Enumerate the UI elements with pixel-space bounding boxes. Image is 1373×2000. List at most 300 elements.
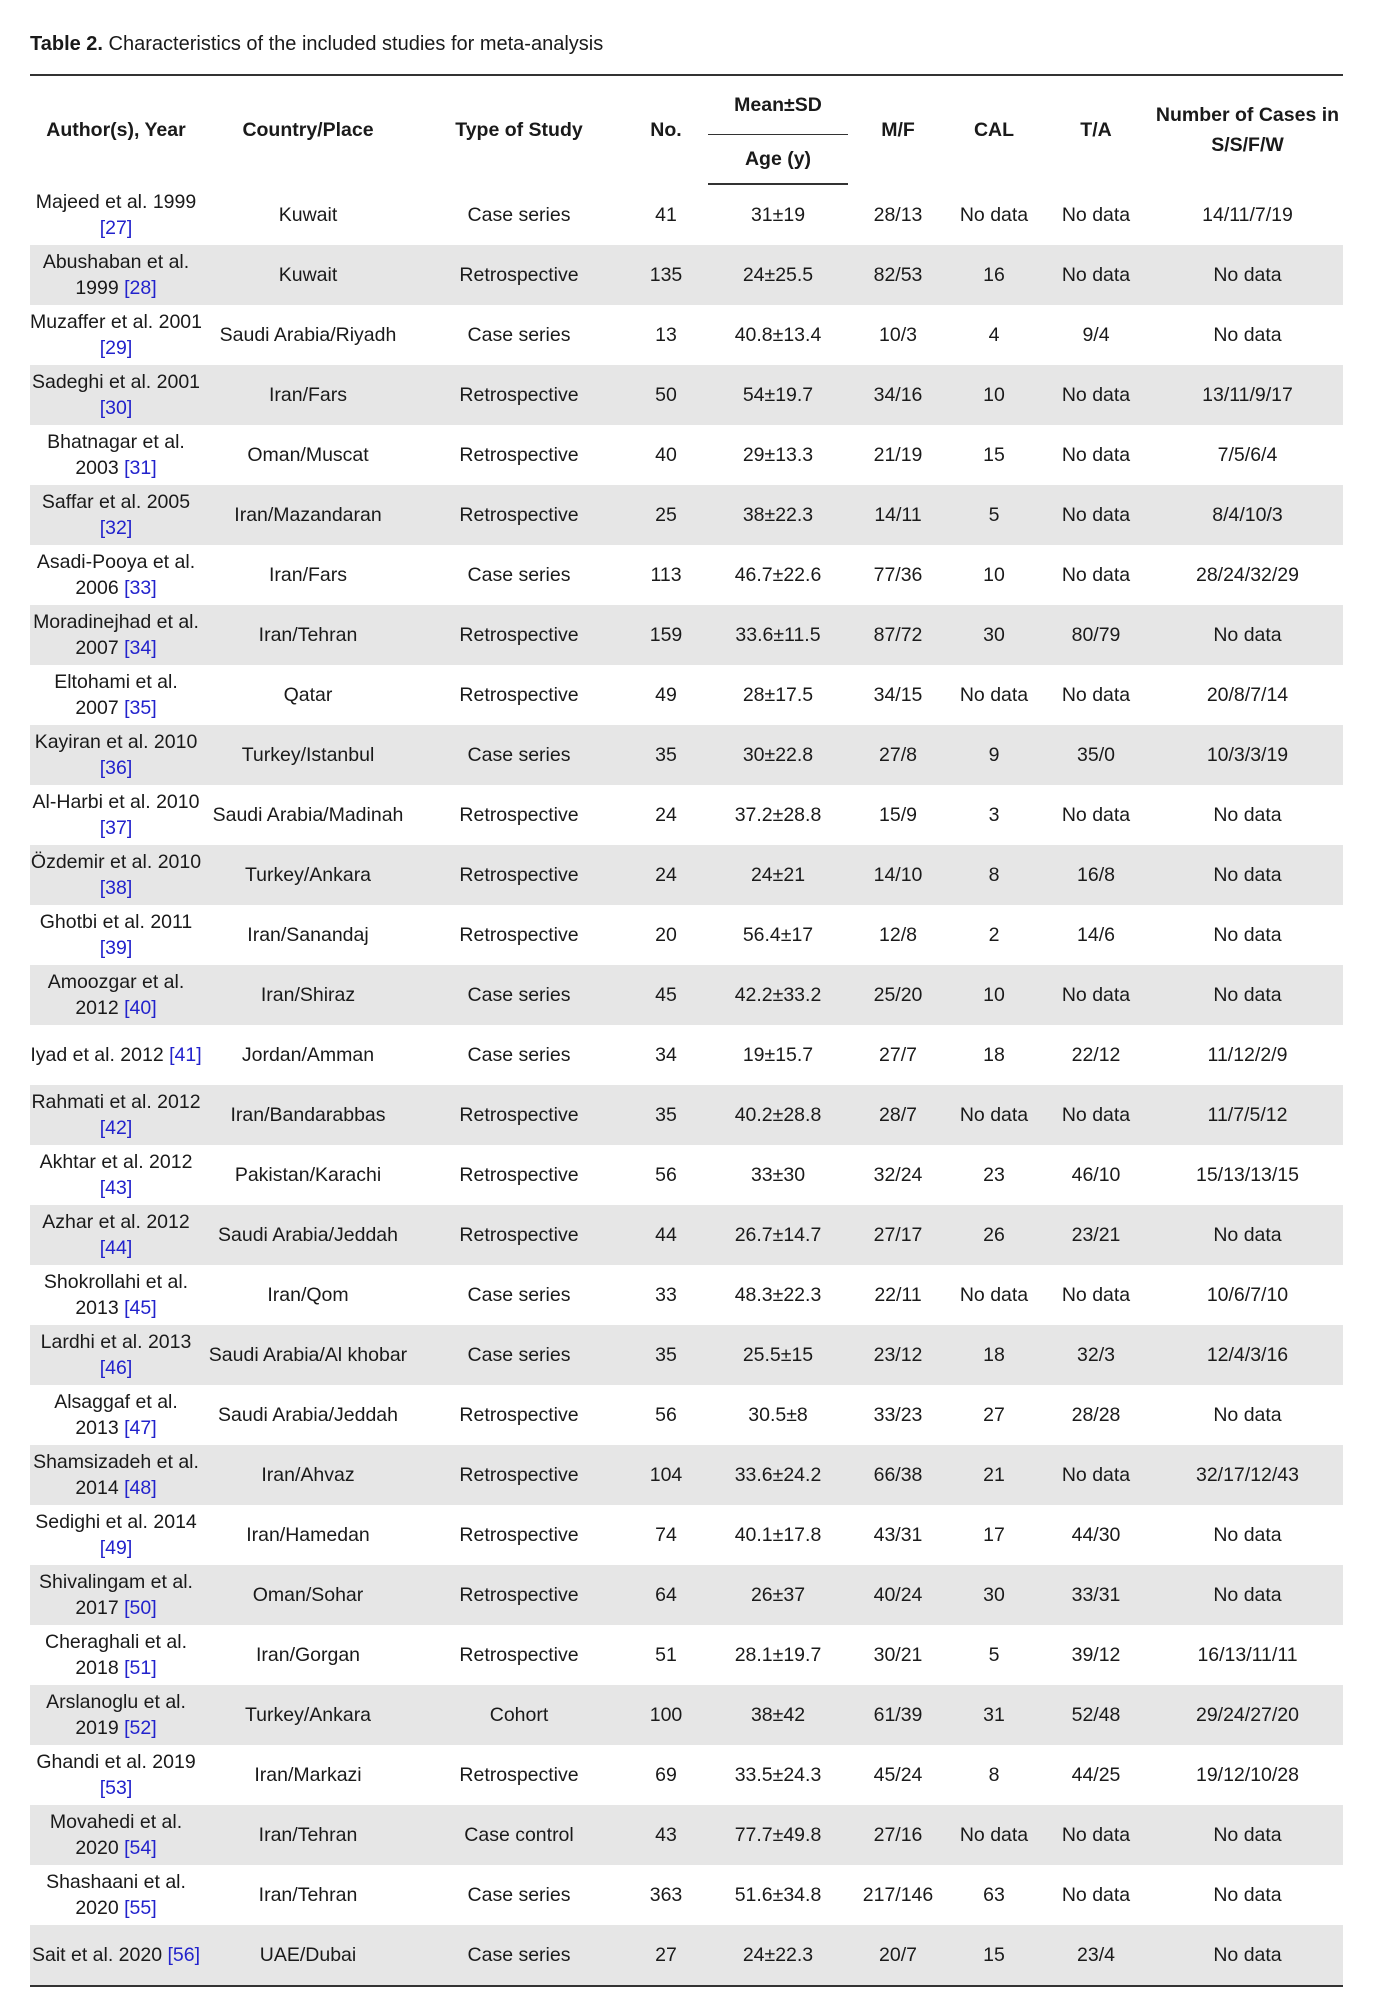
- reference-link[interactable]: [35]: [124, 697, 157, 719]
- cell-age: 26±37: [708, 1565, 848, 1625]
- cell-cal: 10: [983, 564, 1005, 586]
- author-text: Bhatnagar et al. 2003: [47, 431, 185, 479]
- cell-cases: No data: [1152, 245, 1343, 305]
- cell-no: 56: [655, 1404, 677, 1426]
- cell-age: 46.7±22.6: [734, 564, 822, 586]
- header-ta: T/A: [1040, 75, 1152, 184]
- cell-cal: 26: [948, 1205, 1040, 1265]
- cell-age: 25.5±15: [708, 1325, 848, 1385]
- cell-type: Retrospective: [414, 485, 624, 545]
- reference-link[interactable]: [55]: [124, 1897, 157, 1919]
- cell-no: 44: [624, 1205, 708, 1265]
- cell-no: 41: [655, 203, 677, 226]
- cell-cal: No data: [959, 1284, 1029, 1306]
- caption-label: Table 2.: [30, 33, 103, 55]
- cell-age: 19±15.7: [742, 1044, 814, 1066]
- cell-type: Case series: [467, 203, 571, 226]
- cell-type: Case series: [467, 324, 571, 346]
- cell-cases: 29/24/27/20: [1152, 1685, 1343, 1745]
- cell-mf: 10/3: [879, 324, 917, 346]
- reference-link[interactable]: [53]: [99, 1777, 133, 1799]
- cell-no: 13: [655, 324, 677, 346]
- cell-mf: 32/24: [873, 1164, 923, 1186]
- cell-cases: 16/13/11/11: [1197, 1644, 1298, 1666]
- header-no: No.: [624, 75, 708, 184]
- reference-link[interactable]: [44]: [99, 1237, 133, 1259]
- reference-link[interactable]: [47]: [124, 1417, 157, 1439]
- cell-type: Case series: [414, 965, 624, 1025]
- header-country: Country/Place: [202, 75, 414, 184]
- cell-author: [30, 1145, 202, 1205]
- header-age: Age (y): [708, 135, 848, 185]
- cell-ta: 44/25: [1071, 1764, 1121, 1786]
- author-text: Arslanoglu et al. 2019: [46, 1691, 186, 1739]
- cell-mf: 14/10: [848, 845, 948, 905]
- table-row: [30, 1205, 1343, 1265]
- cell-ta: No data: [1061, 684, 1131, 706]
- cell-no: 159: [624, 605, 708, 665]
- cell-cases: No data: [1152, 1805, 1343, 1865]
- cell-ta: 14/6: [1077, 924, 1115, 946]
- table-row: [30, 305, 1343, 365]
- cell-no: 35: [624, 1085, 708, 1145]
- cell-no: 135: [624, 245, 708, 305]
- cell-cases: No data: [1213, 924, 1282, 946]
- cell-age: 38±42: [708, 1685, 848, 1745]
- reference-link[interactable]: [52]: [124, 1717, 157, 1739]
- cell-cases: 14/11/7/19: [1202, 203, 1293, 226]
- cell-country: Saudi Arabia/Riyadh: [219, 324, 397, 346]
- reference-link[interactable]: [39]: [99, 937, 133, 959]
- cell-age: 37.2±28.8: [734, 804, 822, 826]
- cell-ta: No data: [1061, 804, 1131, 826]
- reference-link[interactable]: [48]: [124, 1477, 157, 1499]
- reference-link[interactable]: [45]: [124, 1297, 157, 1319]
- cell-cases: 7/5/6/4: [1217, 444, 1278, 466]
- cell-no: 64: [624, 1565, 708, 1625]
- reference-link[interactable]: [33]: [124, 577, 157, 599]
- cell-age: 26.7±14.7: [708, 1205, 848, 1265]
- cell-country: Turkey/Istanbul: [202, 725, 414, 785]
- cell-country: Iran/Hamedan: [246, 1524, 370, 1546]
- cell-country: Qatar: [283, 684, 333, 706]
- cell-country: Iran/Sanandaj: [247, 924, 369, 946]
- cell-cases: No data: [1213, 324, 1282, 346]
- author-text: Muzaffer et al. 2001: [30, 311, 202, 333]
- cell-type: Retrospective: [414, 845, 624, 905]
- author-text: Abushaban et al. 1999: [42, 251, 190, 299]
- reference-link[interactable]: [46]: [99, 1357, 133, 1379]
- cell-cases: 12/4/3/16: [1152, 1325, 1343, 1385]
- cell-country: Oman/Muscat: [247, 444, 369, 466]
- cell-country: Kuwait: [202, 245, 414, 305]
- cell-type: Retrospective: [459, 924, 579, 946]
- cell-cases: 11/12/2/9: [1207, 1044, 1288, 1066]
- table-row: [30, 1745, 1343, 1805]
- cell-age: 40.1±17.8: [734, 1524, 822, 1546]
- cell-mf: 61/39: [848, 1685, 948, 1745]
- reference-link[interactable]: [40]: [124, 997, 157, 1019]
- cell-type: Retrospective: [414, 245, 624, 305]
- cell-no: 27: [624, 1925, 708, 1986]
- cell-cal: 10: [948, 365, 1040, 425]
- cell-country: Oman/Sohar: [202, 1565, 414, 1625]
- cell-age: 33.6±11.5: [708, 605, 848, 665]
- reference-link[interactable]: [56]: [167, 1944, 201, 1966]
- cell-country: Kuwait: [278, 203, 338, 226]
- author-text: Iyad et al. 2012: [30, 1044, 164, 1066]
- cell-author: [30, 1565, 202, 1625]
- author-text: Sait et al. 2020: [31, 1944, 163, 1966]
- cell-cal: 9: [948, 725, 1040, 785]
- header-cases: Number of Cases in S/S/F/W: [1152, 75, 1343, 184]
- cell-cases: 10/3/3/19: [1152, 725, 1343, 785]
- cell-author: [30, 1445, 202, 1505]
- cell-author: [30, 1625, 202, 1685]
- cell-cal: 8: [948, 845, 1040, 905]
- cell-ta: 23/4: [1040, 1925, 1152, 1986]
- studies-table: [30, 74, 1343, 1987]
- cell-cases: No data: [1152, 1925, 1343, 1986]
- cell-mf: 27/8: [848, 725, 948, 785]
- cell-country: Jordan/Amman: [241, 1044, 375, 1066]
- cell-mf: 23/12: [848, 1325, 948, 1385]
- cell-age: 30.5±8: [748, 1404, 808, 1426]
- cell-country: Iran/Qom: [267, 1284, 349, 1306]
- author-text: Alsaggaf et al. 2013: [54, 1391, 178, 1439]
- header-mf: M/F: [848, 75, 948, 184]
- author-text: Shokrollahi et al. 2013: [43, 1271, 189, 1319]
- cell-no: 40: [655, 444, 677, 466]
- cell-cal: No data: [948, 1805, 1040, 1865]
- cell-cal: 63: [983, 1884, 1005, 1906]
- reference-link[interactable]: [30]: [99, 397, 133, 419]
- table-row: [30, 1325, 1343, 1385]
- reference-link[interactable]: [54]: [124, 1837, 157, 1859]
- author-text: Cheraghali et al. 2018: [44, 1631, 187, 1679]
- author-text: Akhtar et al. 2012: [39, 1151, 193, 1173]
- cell-cases: 10/6/7/10: [1206, 1284, 1289, 1306]
- cell-mf: 28/7: [848, 1085, 948, 1145]
- cell-cal: 16: [948, 245, 1040, 305]
- cell-cases: No data: [1152, 845, 1343, 905]
- cell-ta: No data: [1061, 1284, 1131, 1306]
- cell-no: 50: [624, 365, 708, 425]
- table-row: [30, 905, 1343, 965]
- cell-type: Retrospective: [459, 1644, 579, 1666]
- cell-author: [30, 1745, 202, 1805]
- cell-mf: 40/24: [848, 1565, 948, 1625]
- reference-link[interactable]: [27]: [99, 216, 133, 239]
- cell-no: 25: [624, 485, 708, 545]
- cell-cal: 30: [948, 1565, 1040, 1625]
- cell-type: Retrospective: [414, 1445, 624, 1505]
- cell-mf: 77/36: [873, 564, 923, 586]
- table-row: [30, 1265, 1343, 1325]
- cell-age: 24±21: [708, 845, 848, 905]
- cell-age: 24±22.3: [708, 1925, 848, 1986]
- caption-text: Characteristics of the included studies for meta-analysis: [103, 33, 604, 55]
- reference-link[interactable]: [32]: [99, 517, 133, 539]
- cell-mf: 34/16: [848, 365, 948, 425]
- cell-no: 51: [655, 1644, 677, 1666]
- author-text: Amoozgar et al. 2012: [47, 971, 185, 1019]
- cell-cal: 30: [948, 605, 1040, 665]
- cell-no: 363: [649, 1884, 683, 1906]
- cell-type: Retrospective: [459, 804, 579, 826]
- reference-link[interactable]: [38]: [99, 877, 133, 899]
- cell-no: 33: [655, 1284, 677, 1306]
- cell-age: 33.6±24.2: [708, 1445, 848, 1505]
- cell-age: 48.3±22.3: [734, 1284, 822, 1306]
- cell-mf: 27/7: [879, 1044, 917, 1066]
- cell-cases: 28/24/32/29: [1195, 564, 1299, 586]
- reference-link[interactable]: [43]: [99, 1177, 133, 1199]
- cell-ta: 32/3: [1040, 1325, 1152, 1385]
- cell-age: 31±19: [750, 204, 806, 226]
- cell-author: [30, 545, 202, 605]
- cell-author: [30, 245, 202, 305]
- cell-cal: No data: [948, 1085, 1040, 1145]
- cell-no: 56: [655, 1164, 677, 1186]
- table-row: [30, 1865, 1343, 1925]
- cell-ta: 9/4: [1082, 324, 1110, 346]
- cell-cal: 10: [948, 965, 1040, 1025]
- cell-type: Retrospective: [459, 444, 579, 466]
- table-row: [30, 1085, 1343, 1145]
- cell-country: UAE/Dubai: [202, 1925, 414, 1986]
- reference-link[interactable]: [42]: [99, 1117, 133, 1139]
- cell-country: Iran/Gorgan: [255, 1644, 361, 1666]
- table-body: [30, 184, 1343, 1986]
- cell-age: 28±17.5: [742, 684, 814, 706]
- cell-mf: 21/19: [873, 444, 923, 466]
- author-text: Saffar et al. 2005: [41, 491, 191, 513]
- cell-ta: 23/21: [1040, 1205, 1152, 1265]
- cell-country: Iran/Tehran: [258, 1884, 358, 1906]
- cell-country: Turkey/Ankara: [202, 1685, 414, 1745]
- author-text: Rahmati et al. 2012: [31, 1091, 201, 1113]
- cell-cal: 18: [983, 1044, 1005, 1066]
- cell-ta: 80/79: [1040, 605, 1152, 665]
- cell-type: Case series: [414, 1325, 624, 1385]
- cell-no: 20: [655, 924, 677, 946]
- cell-author: [30, 785, 202, 845]
- cell-cases: No data: [1213, 1524, 1282, 1546]
- cell-author: [30, 184, 202, 245]
- reference-link[interactable]: [34]: [124, 637, 157, 659]
- cell-age: 54±19.7: [708, 365, 848, 425]
- cell-no: 35: [624, 1325, 708, 1385]
- cell-ta: No data: [1061, 564, 1131, 586]
- cell-mf: 27/16: [848, 1805, 948, 1865]
- author-text: Eltohami et al. 2007: [54, 671, 178, 719]
- cell-cal: 31: [948, 1685, 1040, 1745]
- cell-ta: 39/12: [1071, 1644, 1121, 1666]
- table-row: [30, 1385, 1343, 1445]
- cell-cases: No data: [1213, 1404, 1282, 1426]
- cell-cases: No data: [1152, 965, 1343, 1025]
- cell-no: 49: [655, 684, 677, 706]
- cell-mf: 20/7: [848, 1925, 948, 1986]
- cell-cal: 18: [948, 1325, 1040, 1385]
- cell-author: [30, 965, 202, 1025]
- cell-mf: 28/13: [873, 203, 923, 226]
- cell-ta: 16/8: [1040, 845, 1152, 905]
- table-row: [30, 485, 1343, 545]
- table-row: [30, 545, 1343, 605]
- cell-type: Cohort: [414, 1685, 624, 1745]
- cell-no: 100: [624, 1685, 708, 1745]
- cell-author: [30, 845, 202, 905]
- table-row: [30, 665, 1343, 725]
- cell-mf: 30/21: [873, 1644, 923, 1666]
- cell-cases: 8/4/10/3: [1152, 485, 1343, 545]
- cell-mf: 15/9: [879, 804, 917, 826]
- cell-age: 40.2±28.8: [708, 1085, 848, 1145]
- cell-mf: 66/38: [848, 1445, 948, 1505]
- cell-type: Retrospective: [414, 605, 624, 665]
- table-row: [30, 245, 1343, 305]
- cell-mf: 217/146: [862, 1884, 934, 1906]
- cell-cal: 3: [988, 804, 1000, 826]
- cell-type: Retrospective: [459, 684, 579, 706]
- cell-type: Retrospective: [459, 1524, 579, 1546]
- table-row: [30, 425, 1343, 485]
- cell-ta: 52/48: [1040, 1685, 1152, 1745]
- author-text: Movahedi et al. 2020: [49, 1811, 183, 1859]
- cell-mf: 87/72: [848, 605, 948, 665]
- cell-ta: 22/12: [1071, 1044, 1121, 1066]
- cell-country: Iran/Mazandaran: [202, 485, 414, 545]
- table-row: [30, 785, 1343, 845]
- cell-country: Iran/Bandarabbas: [202, 1085, 414, 1145]
- author-text: Asadi-Pooya et al. 2006: [36, 551, 196, 599]
- reference-link[interactable]: [37]: [99, 817, 133, 839]
- cell-author: [30, 605, 202, 665]
- cell-cases: No data: [1152, 605, 1343, 665]
- cell-no: 24: [624, 845, 708, 905]
- reference-link[interactable]: [41]: [169, 1044, 202, 1066]
- cell-ta: No data: [1061, 203, 1131, 226]
- author-text: Majeed et al. 1999: [35, 190, 197, 213]
- cell-cal: 15: [983, 444, 1005, 466]
- table-row: [30, 1805, 1343, 1865]
- header-author: Author(s), Year: [30, 75, 202, 184]
- cell-type: Case series: [414, 1925, 624, 1986]
- reference-link[interactable]: [36]: [99, 757, 133, 779]
- cell-author: [30, 1925, 202, 1986]
- cell-cal: No data: [959, 684, 1029, 706]
- cell-ta: No data: [1040, 1445, 1152, 1505]
- cell-cal: 27: [983, 1404, 1005, 1426]
- cell-cal: 5: [948, 485, 1040, 545]
- cell-no: 35: [624, 725, 708, 785]
- cell-type: Retrospective: [459, 1164, 579, 1186]
- table-row: [30, 1925, 1343, 1986]
- cell-age: 38±22.3: [708, 485, 848, 545]
- cell-type: Retrospective: [459, 1764, 579, 1786]
- table-row: [30, 1025, 1343, 1085]
- cell-age: 33±30: [750, 1164, 806, 1186]
- table-row: [30, 1505, 1343, 1565]
- cell-author: [30, 425, 202, 485]
- cell-country: Iran/Markazi: [254, 1764, 362, 1786]
- author-text: Shashaani et al. 2020: [46, 1871, 186, 1919]
- reference-link[interactable]: [51]: [124, 1657, 157, 1679]
- reference-link[interactable]: [50]: [124, 1597, 157, 1619]
- reference-link[interactable]: [28]: [124, 277, 157, 299]
- author-text: Al-Harbi et al. 2010: [32, 791, 200, 813]
- cell-mf: 25/20: [848, 965, 948, 1025]
- table-row: [30, 1445, 1343, 1505]
- table-row: [30, 845, 1343, 905]
- cell-age: 40.8±13.4: [734, 324, 822, 346]
- cell-mf: 14/11: [848, 485, 948, 545]
- cell-type: Retrospective: [414, 1565, 624, 1625]
- cell-ta: 46/10: [1071, 1164, 1121, 1186]
- cell-no: 34: [655, 1044, 677, 1066]
- cell-author: [30, 725, 202, 785]
- table-row: [30, 1145, 1343, 1205]
- header-type: Type of Study: [414, 75, 624, 184]
- cell-author: [30, 365, 202, 425]
- cell-ta: No data: [1040, 485, 1152, 545]
- cell-country: Iran/Fars: [202, 365, 414, 425]
- cell-age: 56.4±17: [742, 924, 814, 946]
- cell-age: 29±13.3: [742, 444, 814, 466]
- cell-ta: No data: [1040, 245, 1152, 305]
- cell-ta: 44/30: [1071, 1524, 1121, 1546]
- author-text: Shivalingam et al. 2017: [39, 1571, 193, 1619]
- cell-no: 104: [624, 1445, 708, 1505]
- cell-author: [30, 665, 202, 725]
- table-row: [30, 1565, 1343, 1625]
- cell-cal: 8: [988, 1764, 1000, 1786]
- cell-no: 69: [655, 1764, 677, 1786]
- author-text: Sedighi et al. 2014: [35, 1511, 197, 1533]
- cell-type: Case series: [414, 725, 624, 785]
- reference-link[interactable]: [49]: [99, 1537, 133, 1559]
- cell-no: 24: [655, 804, 677, 826]
- cell-age: 42.2±33.2: [708, 965, 848, 1025]
- cell-country: Iran/Ahvaz: [202, 1445, 414, 1505]
- cell-cal: 2: [988, 924, 1000, 946]
- cell-type: Case control: [414, 1805, 624, 1865]
- cell-author: [30, 1205, 202, 1265]
- cell-country: Saudi Arabia/Madinah: [212, 804, 404, 826]
- author-text: Lardhi et al. 2013: [40, 1331, 192, 1353]
- cell-type: Case series: [467, 564, 571, 586]
- reference-link[interactable]: [31]: [124, 457, 157, 479]
- cell-cal: No data: [959, 203, 1029, 226]
- cell-age: 24±25.5: [708, 245, 848, 305]
- cell-mf: 82/53: [848, 245, 948, 305]
- table-row: [30, 725, 1343, 785]
- cell-cases: 32/17/12/43: [1152, 1445, 1343, 1505]
- cell-cases: No data: [1213, 804, 1282, 826]
- cell-author: [30, 1385, 202, 1445]
- cell-mf: 34/15: [873, 684, 923, 706]
- cell-cases: 19/12/10/28: [1195, 1764, 1299, 1786]
- cell-type: Retrospective: [414, 1205, 624, 1265]
- cell-author: [30, 905, 202, 965]
- cell-author: [30, 1265, 202, 1325]
- reference-link[interactable]: [29]: [99, 337, 133, 359]
- header-mean-sd: Mean±SD: [708, 75, 848, 135]
- cell-mf: 43/31: [873, 1524, 923, 1546]
- cell-country: Iran/Fars: [268, 564, 348, 586]
